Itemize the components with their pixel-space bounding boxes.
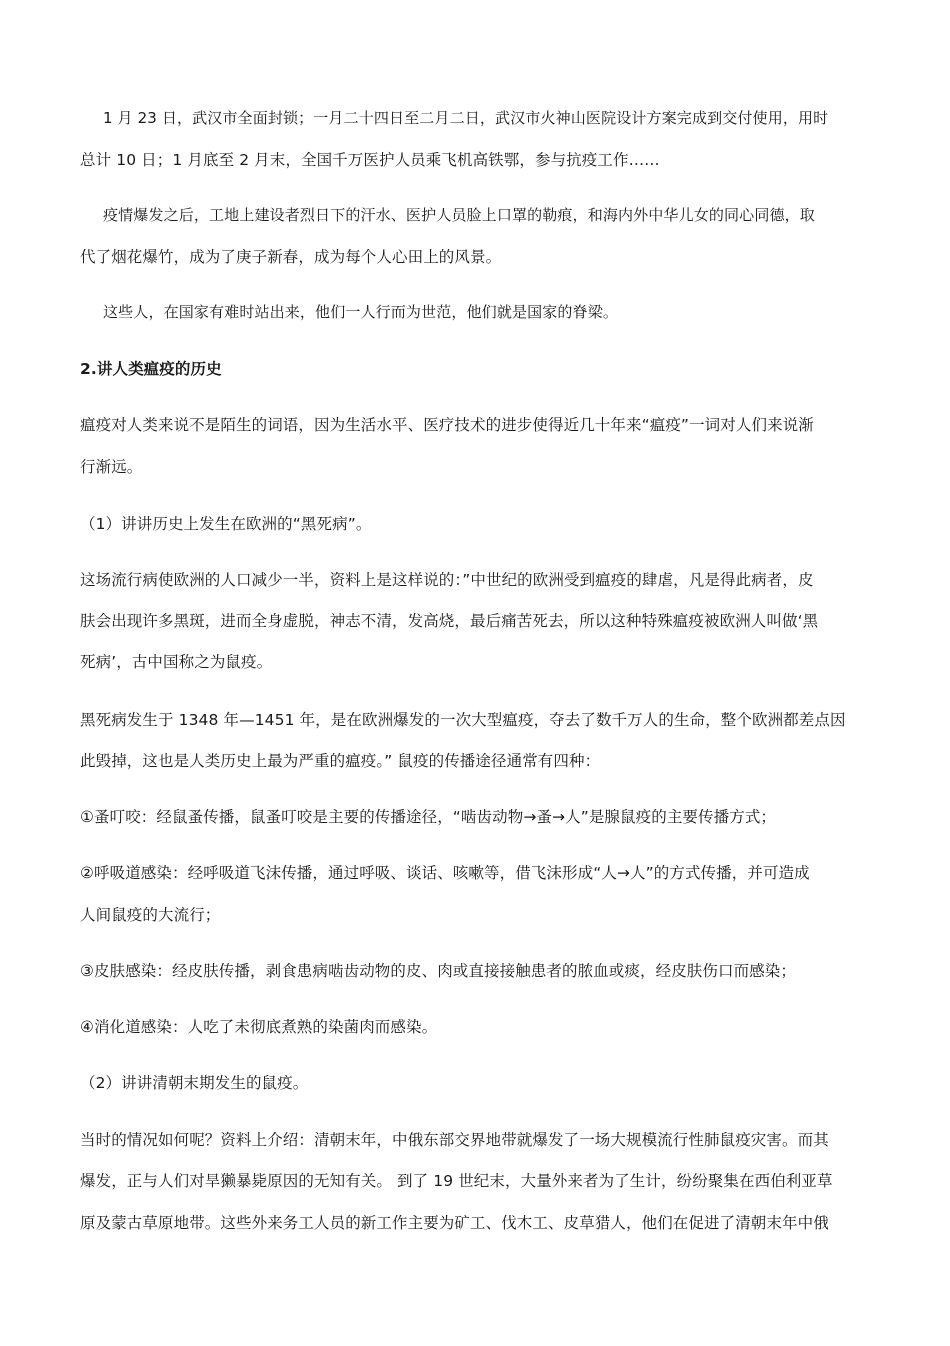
paragraph-line: 原及蒙古草原地带。这些外来务工人员的新工作主要为矿工、伐木工、皮草猎人，他们在促进了清朝末年中俄 [80, 1214, 829, 1232]
paragraph-line: 代了烟花爆竹，成为了庚子新春，成为每个人心田上的风景。 [80, 248, 502, 266]
paragraph-line: 这场流行病使欧洲的人口减少一半，资料上是这样说的：”中世纪的欧洲受到瘟疫的肆虐，凡是得此病者，皮 [80, 571, 814, 589]
list-item: ④消化道感染：人吃了未彻底煮熟的染菌肉而感染。 [80, 1018, 438, 1036]
paragraph-line: 当时的情况如何呢？资料上介绍：清朝末年，中俄东部交界地带就爆发了一场大规模流行性肺鼠疫灾害。而其 [80, 1131, 829, 1149]
paragraph-line: 爆发，正与人们对旱獭暴毙原因的无知有关。 到了 19 世纪末，大量外来者为了生计，纷纷聚集在西伯利亚草 [80, 1172, 833, 1190]
paragraph-line: 此毁掉，这也是人类历史上最为严重的瘟疫。” 鼠疫的传播途径通常有四种： [80, 752, 601, 770]
paragraph-line: 黑死病发生于 1348 年—1451 年，是在欧洲爆发的一次大型瘟疫，夺去了数千万人的生命，整个欧洲都差点因 [80, 711, 846, 729]
paragraph-line: 死病’，古中国称之为鼠疫。 [80, 653, 273, 671]
paragraph-line: 1 月 23 日，武汉市全面封锁；一月二十四日至二月二日，武汉市火神山医院设计方案完成到交付使用，用时 [103, 109, 829, 127]
list-item-continuation: 人间鼠疫的大流行； [80, 906, 221, 924]
subsection-heading: （1）讲讲历史上发生在欧洲的“黑死病”。 [80, 515, 372, 533]
paragraph-line: 这些人，在国家有难时站出来，他们一人行而为世范，他们就是国家的脊梁。 [103, 303, 618, 321]
list-item: ②呼吸道感染：经呼吸道飞沫传播，通过呼吸、谈话、咳嗽等，借飞沫形成“人→人”的方式传播，并可造成 [80, 864, 810, 882]
paragraph-line: 瘟疫对人类来说不是陌生的词语，因为生活水平、医疗技术的进步使得近几十年来“瘟疫”一词对人们来说渐 [80, 416, 814, 434]
paragraph-line: 肤会出现许多黑斑，进而全身虚脱，神志不清，发高烧，最后痛苦死去，所以这种特殊瘟疫被欧洲人叫做‘黑 [80, 612, 819, 630]
paragraph-line: 疫情爆发之后，工地上建设者烈日下的汗水、医护人员脸上口罩的勒痕，和海内外中华儿女的同心同德，取 [103, 206, 815, 224]
paragraph-line: 总计 10 日；1 月底至 2 月末，全国千万医护人员乘飞机高铁鄂，参与抗疫工作…… [80, 151, 660, 169]
subsection-heading: （2）讲讲清朝末期发生的鼠疫。 [80, 1074, 309, 1092]
list-item: ①蚤叮咬：经鼠蚤传播，鼠蚤叮咬是主要的传播途径，“啮齿动物→蚤→人”是腺鼠疫的主要传播方式； [80, 808, 777, 826]
paragraph-line: 行渐远。 [80, 458, 143, 476]
list-item: ③皮肤感染：经皮肤传播，剥食患病啮齿动物的皮、肉或直接接触患者的脓血或痰，经皮肤伤口而感染； [80, 962, 796, 980]
section-heading: 2.讲人类瘟疫的历史 [80, 360, 222, 378]
